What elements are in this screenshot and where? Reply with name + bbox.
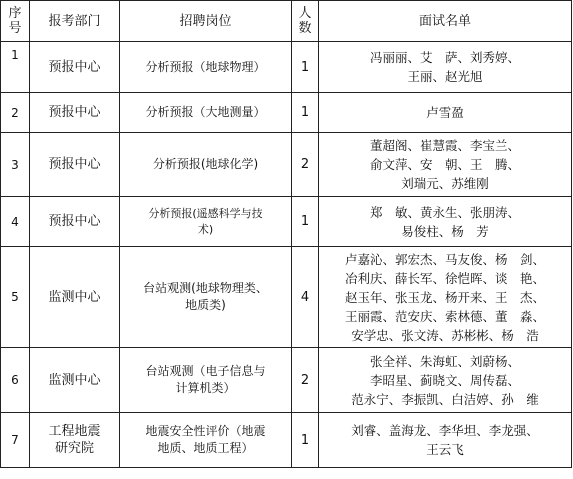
row-department: 工程地震 研究院 [30, 413, 120, 468]
table-row [1, 133, 572, 197]
table-row [1, 413, 572, 468]
row-position: 地震安全性评价（地震 地质、地质工程） [120, 413, 292, 468]
row-index: 3 [1, 133, 30, 197]
header-count: 人 数 [292, 1, 319, 42]
row-count: 1 [292, 42, 319, 93]
row-count: 2 [292, 133, 319, 197]
row-candidates: 董超阁、崔慧霞、李宝兰、 俞文萍、安 朝、王 腾、 刘瑞元、苏维刚 [319, 133, 572, 197]
table-row [1, 197, 572, 247]
row-position: 分析预报(地球化学) [120, 133, 292, 197]
row-position: 分析预报(遥感科学与技 术) [120, 197, 292, 247]
row-position: 台站观测（电子信息与 计算机类） [120, 348, 292, 413]
row-index: 6 [1, 348, 30, 413]
header-candidates: 面试名单 [319, 1, 572, 42]
row-department: 监测中心 [30, 348, 120, 413]
header-department: 报考部门 [30, 1, 120, 42]
row-position: 分析预报（大地测量） [120, 93, 292, 133]
table-row [1, 348, 572, 413]
row-index: 4 [1, 197, 30, 247]
row-count: 1 [292, 197, 319, 247]
row-count: 1 [292, 93, 319, 133]
row-count: 2 [292, 348, 319, 413]
row-department: 监测中心 [30, 247, 120, 348]
row-position: 台站观测(地球物理类、 地质类) [120, 247, 292, 348]
row-candidates: 张全祥、朱海虹、刘蔚杨、 李昭星、蓟晓文、周传磊、 范永宁、李振凯、白洁婷、孙 维 [319, 348, 572, 413]
table-row [1, 247, 572, 348]
header-position: 招聘岗位 [120, 1, 292, 42]
row-department: 预报中心 [30, 197, 120, 247]
row-count: 1 [292, 413, 319, 468]
row-position: 分析预报（地球物理） [120, 42, 292, 93]
row-department: 预报中心 [30, 42, 120, 93]
row-candidates: 冯丽丽、艾 萨、刘秀婷、 王丽、赵光旭 [319, 42, 572, 93]
row-department: 预报中心 [30, 133, 120, 197]
row-candidates: 卢雪盈 [319, 93, 572, 133]
row-index: 7 [1, 413, 30, 468]
header-index: 序 号 [1, 1, 30, 42]
row-candidates: 郑 敏、黄永生、张朋涛、 易俊柱、杨 芳 [319, 197, 572, 247]
row-candidates: 刘睿、盖海龙、李华坦、李龙强、 王云飞 [319, 413, 572, 468]
row-count: 4 [292, 247, 319, 348]
row-index: 1 [1, 42, 30, 93]
table-header-row [1, 1, 572, 42]
row-candidates: 卢嘉沁、郭宏杰、马友俊、杨 剑、 冶利庆、薛长军、徐恺晖、谈 艳、 赵玉年、张玉龙、杨开来、王 杰、 王丽霞、范安庆、索林德、董 淼、 安学忠、张文涛、苏彬彬、杨 浩 [319, 247, 572, 348]
table-row [1, 42, 572, 93]
row-index: 2 [1, 93, 30, 133]
table-row [1, 93, 572, 133]
row-department: 预报中心 [30, 93, 120, 133]
row-index: 5 [1, 247, 30, 348]
